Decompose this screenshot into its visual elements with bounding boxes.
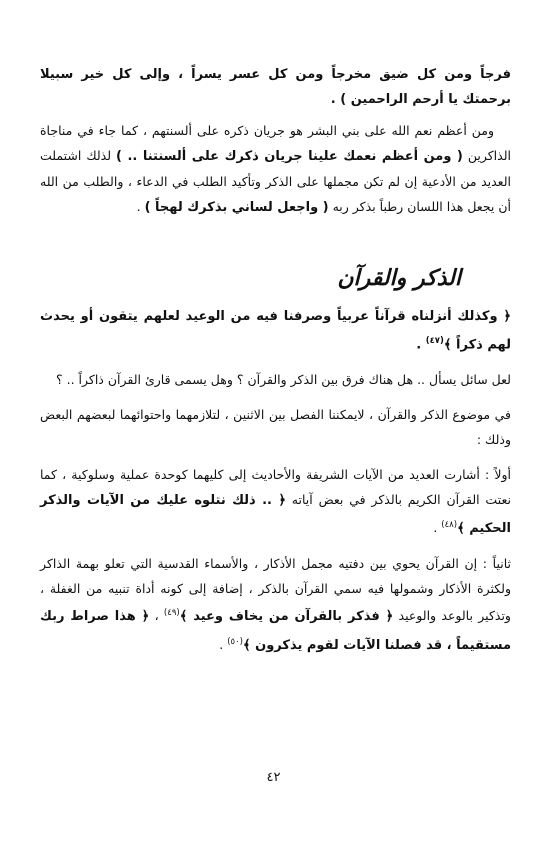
blessing-text-c: لذلك اشتملت العديد من الأدعية إن لم تكن مجملها على الذكر وتأكيد الطلب في الدعاء ، والطلب من الله أن يجعل هذا اللسان رطباً بذكر ربه — [40, 148, 511, 214]
blessing-text-e: . — [136, 199, 141, 214]
point-first-verse: ﴿ .. ذلك نتلوه عليك من الآيات والذكر الحكيم ﴾ — [40, 493, 511, 537]
verse-end: . — [416, 337, 426, 353]
blessing-text-a: ومن أعظم نعم الله على بني البشر هو جريان ذكره على ألسنتهم ، كما جاء في مناجاة الذاكرين — [40, 123, 511, 163]
point-second-sep: ، — [149, 608, 164, 624]
point-first — [40, 462, 511, 541]
blessing-quote-1: ( ومن أعظم نعمك علينا جريان ذكرك على ألسنتنا .. ) — [116, 149, 463, 164]
footnote-ref-50: (٥٠) — [227, 636, 243, 647]
point-second-label: ثانياً — [492, 556, 511, 572]
point-first-end: . — [433, 520, 442, 536]
point-second — [40, 551, 511, 657]
paragraph-dua-ending — [40, 62, 511, 112]
point-first-text: : أشارت العديد من الآيات الشريفة والأحاديث إلى كليهما كوحدة عملية وسلوكية ، كما نعتت القرآن الكريم بالذكر في بعض آياته — [40, 467, 511, 508]
blessing-quote-2: ( واجعل لساني بذكرك لهجاً ) — [144, 200, 329, 215]
point-first-label: أولاً — [494, 467, 511, 483]
verse-quran-arabic — [40, 304, 511, 357]
question-text: لعل سائل يسأل .. هل هناك فرق بين الذكر والقرآن ؟ وهل يسمى قارئ القرآن ذاكراً .. ؟ — [55, 372, 511, 388]
point-second-text: : إن القرآن يحوي بين دفتيه مجمل الأذكار ، والأسماء القدسية التي تعلو بهمة الذاكر ولكثرة الأذكار وشمولها فيه سمي القرآن بالذكر ، إضافة إلى كونه أداة تنبيه من الغفلة ، وتذكير بالوعد والوعيد — [40, 556, 511, 624]
page-body — [40, 62, 511, 806]
point-second-end: . — [219, 636, 228, 652]
point-second-verse-a: ﴿ فذكر بالقرآن من يخاف وعيد ﴾ — [179, 609, 394, 625]
point-second-verse-b: ﴿ هذا صراط ربك مستقيماً ، قد فصلنا الآيات لقوم يذكرون ﴾ — [40, 609, 511, 653]
paragraph-dhikr-blessing — [40, 118, 511, 220]
footnote-ref-49: (٤٩) — [163, 608, 180, 619]
footnote-ref-48: (٤٨) — [441, 520, 458, 531]
footnote-ref-47: (٤٧) — [425, 336, 444, 346]
answer-text: في موضوع الذكر والقرآن ، لايمكننا الفصل بين الاثنين ، لتلازمهما واحتوائهما لبعضهم البعض وذلك : — [40, 407, 511, 448]
verse-text: ﴿ وكذلك أنزلناه قرآناً عربياً وصرفنا فيه من الوعيد لعلهم يتقون أو يحدث لهم ذكراً ﴾ — [40, 309, 511, 353]
dua-ending-text: فرجاً ومن كل ضيق مخرجاً ومن كل عسر يسراً ، وإلى كل خير سبيلا برحمتك يا أرحم الراحمين ) . — [40, 67, 511, 107]
section-heading: الذكر والقرآن — [337, 265, 461, 291]
paragraph-question — [40, 367, 511, 392]
paragraph-answer — [40, 402, 511, 452]
page-number: ٤٢ — [266, 770, 281, 785]
